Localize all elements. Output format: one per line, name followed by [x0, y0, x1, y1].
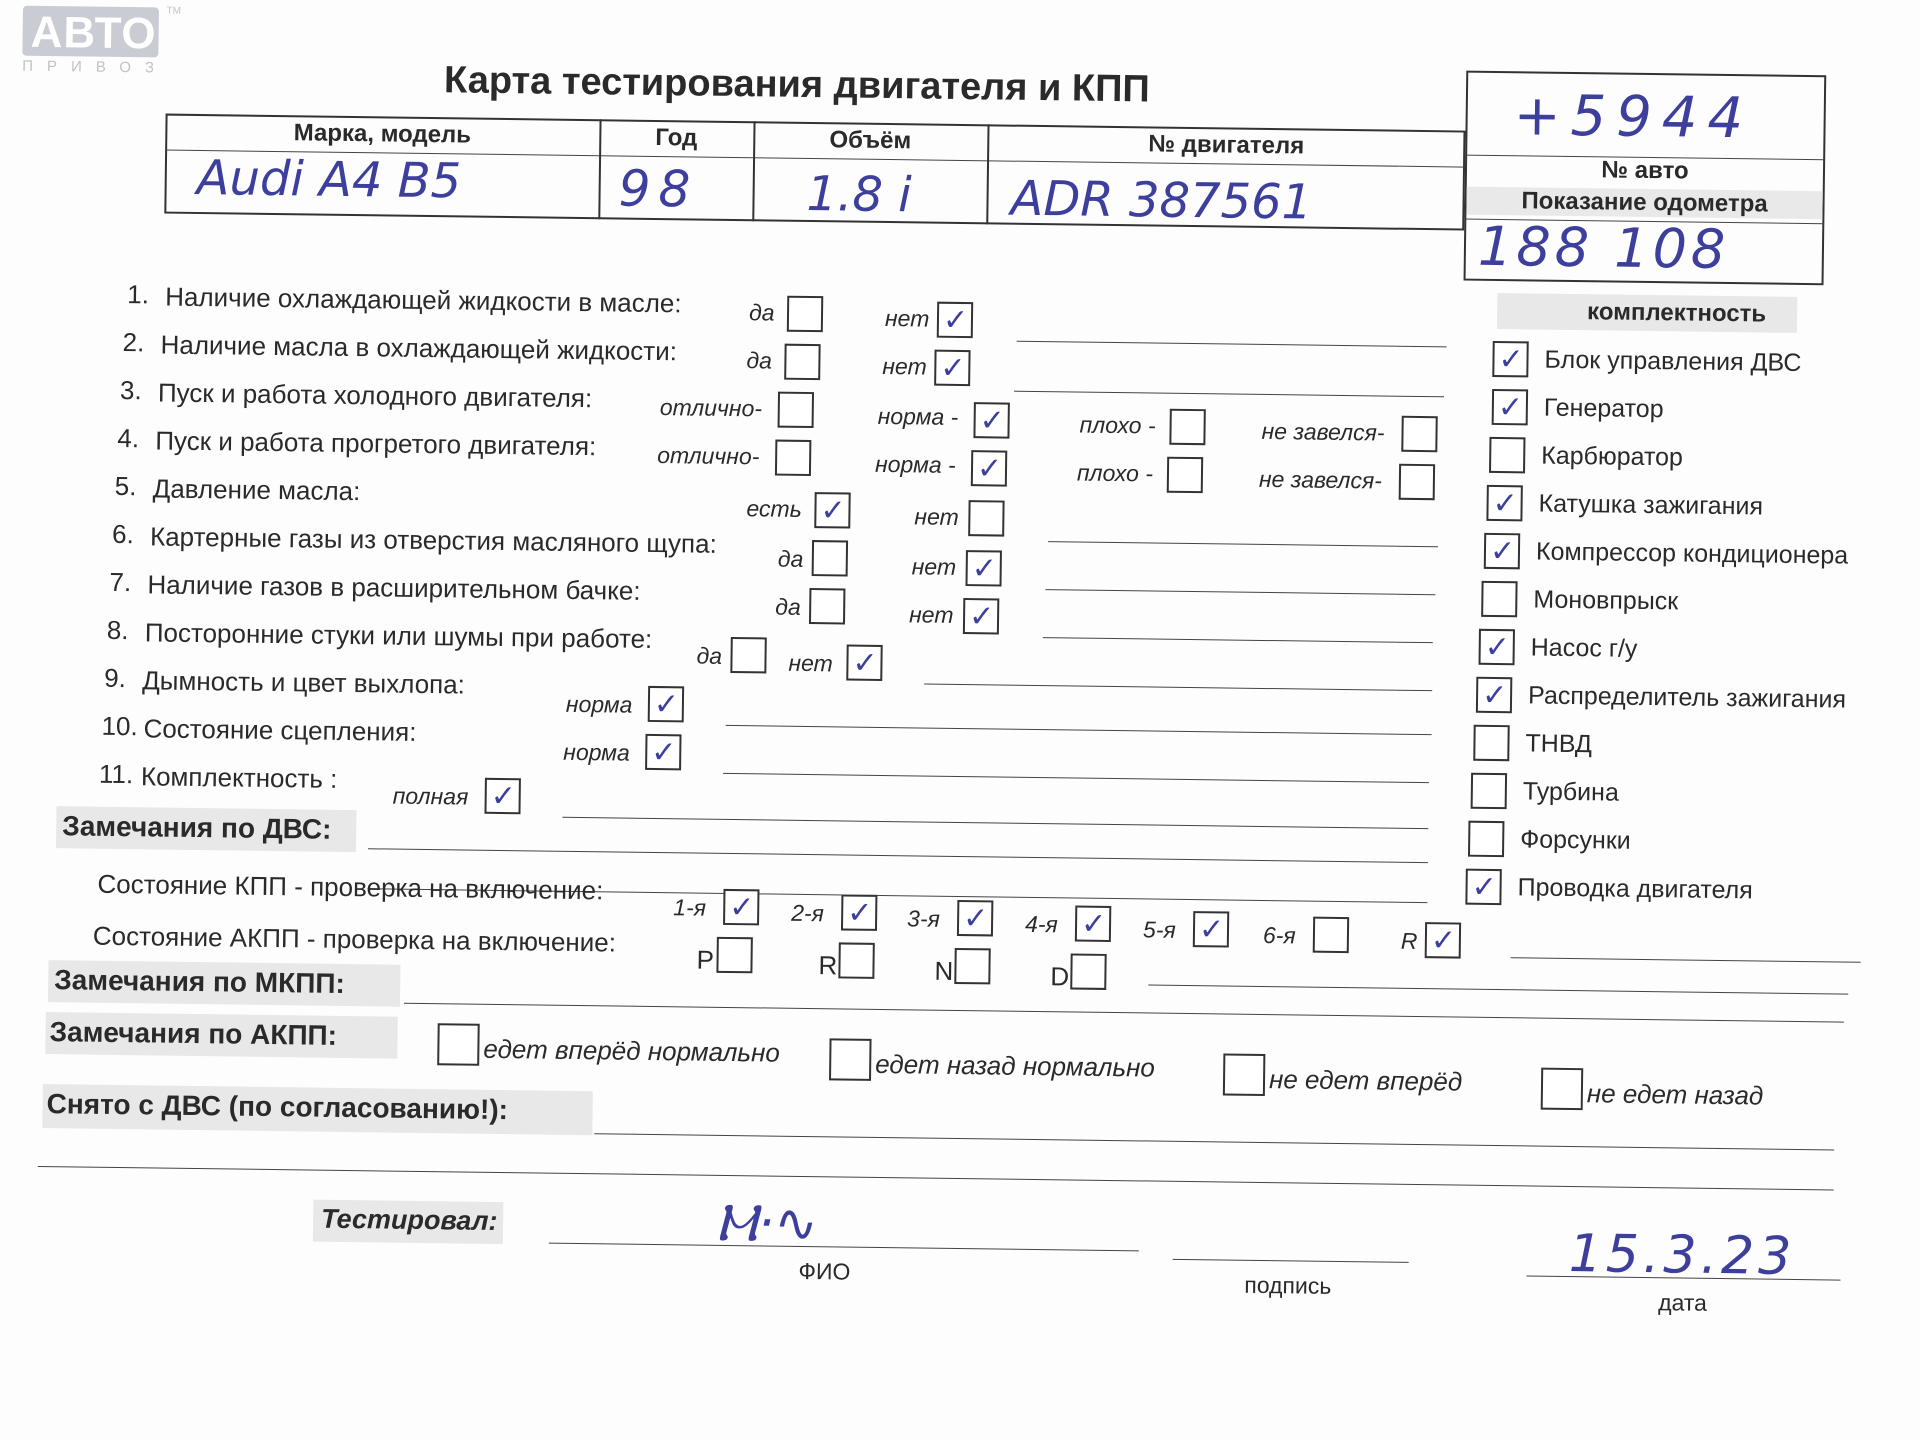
volume-value: 1.8 i [806, 165, 912, 224]
check-label: Пуск и работа холодного двигателя: [157, 377, 593, 414]
volume-label: Объём [829, 126, 912, 155]
odometer-value: 188 108 [1477, 214, 1730, 282]
checkbox-full[interactable] [484, 778, 520, 814]
akpp-backward-ok-checkbox[interactable] [829, 1038, 872, 1081]
checkbox-yes[interactable] [784, 344, 820, 380]
check-mark: ✓ [1489, 533, 1516, 570]
check-mark: ✓ [1471, 869, 1497, 906]
akpp-option-label: едет вперёд нормально [483, 1033, 781, 1068]
checkbox-no[interactable] [965, 550, 1001, 586]
option-label: нет [914, 503, 959, 530]
checkbox-normal[interactable] [645, 734, 681, 770]
gear-label: 2-я [791, 899, 825, 927]
gear-label: R [1400, 927, 1418, 955]
option-label: да [748, 299, 775, 326]
option-label: норма [563, 738, 630, 766]
option-label: норма - [874, 450, 956, 478]
check-label: Пуск и работа прогретого двигателя: [155, 425, 597, 462]
kit-checkbox[interactable] [1471, 773, 1507, 809]
gear-checkbox[interactable] [723, 889, 759, 925]
check-number: 4. [117, 422, 140, 454]
check-label: Наличие газов в расширительном бачке: [147, 569, 641, 606]
auto-number-value: +5944 [1513, 83, 1754, 152]
kit-checkbox[interactable] [1479, 629, 1515, 665]
check-mark: ✓ [971, 551, 998, 587]
check-mark: ✓ [490, 778, 517, 815]
option-label: да [777, 545, 804, 572]
check-number: 6. [111, 518, 134, 550]
check-mark: ✓ [1430, 923, 1457, 959]
check-mark: ✓ [729, 889, 755, 926]
gear-label: 3-я [906, 905, 941, 932]
akpp-notes-label: Замечания по АКПП: [49, 1016, 338, 1051]
gear-checkbox[interactable] [838, 942, 874, 978]
gear-label: 4-я [1024, 910, 1058, 938]
gear-checkbox[interactable] [1070, 953, 1106, 989]
option-label: отлично- [659, 394, 763, 422]
gear-label: P [696, 944, 715, 975]
removed-from-dvs-label: Снято с ДВС (по согласованию!): [46, 1088, 509, 1126]
option-label: норма [565, 690, 633, 718]
check-mark: ✓ [1198, 912, 1225, 948]
kit-item-label: Распределитель зажигания [1527, 681, 1847, 714]
odometer-label: Показание одометра [1466, 187, 1822, 220]
dvs-notes-label: Замечания по ДВС: [62, 810, 332, 845]
option-label: нет [884, 304, 930, 332]
checkbox-yes[interactable] [809, 588, 845, 624]
option-label: нет [788, 649, 833, 677]
kit-title: комплектность [1586, 298, 1767, 328]
checkbox-yes[interactable] [730, 637, 766, 673]
akpp-forward-ok-checkbox[interactable] [437, 1023, 480, 1066]
gear-checkbox[interactable] [954, 948, 990, 984]
check-label: Состояние сцепления: [143, 713, 417, 747]
logo-tm: TM [166, 5, 182, 17]
akpp-no-forward-checkbox[interactable] [1223, 1053, 1266, 1096]
option-label: плохо - [1076, 459, 1154, 487]
check-number: 9. [104, 662, 127, 694]
check-mark: ✓ [852, 645, 878, 681]
kit-checkbox[interactable] [1476, 677, 1512, 713]
page-title: Карта тестирования двигателя и КПП [443, 59, 1151, 111]
check-mark: ✓ [1080, 906, 1107, 942]
kit-checkbox[interactable] [1484, 533, 1520, 569]
check-number: 5. [114, 470, 137, 502]
gear-label: D [1050, 961, 1070, 992]
checkbox-bad[interactable] [1167, 457, 1203, 493]
option-label: нет [908, 601, 954, 628]
checkbox-no[interactable] [934, 350, 970, 386]
logo-subtitle: ПРИВОЗ [22, 57, 169, 77]
check-mark: ✓ [942, 302, 969, 339]
test-date-value: 15.3.23 [1568, 1224, 1796, 1287]
kit-checkbox[interactable] [1473, 725, 1509, 761]
checkbox-present[interactable] [814, 492, 850, 528]
mkpp-notes-label: Замечания по МКПП: [54, 964, 346, 999]
akpp-option-label: едет назад нормально [875, 1048, 1156, 1083]
checkbox-normal[interactable] [971, 450, 1007, 486]
check-mark: ✓ [1498, 342, 1524, 378]
checkbox-no[interactable] [937, 302, 973, 338]
kit-checkbox[interactable] [1492, 341, 1528, 377]
check-label: Наличие масла в охлаждающей жидкости: [160, 329, 678, 367]
tested-by-label: Тестировал: [320, 1203, 498, 1236]
gear-checkbox[interactable] [1425, 922, 1461, 958]
gear-checkbox[interactable] [957, 900, 993, 936]
kit-item-label: Генератор [1543, 393, 1664, 424]
tester-signature-handwritten: Ⲙ·∿ [714, 1192, 819, 1255]
kit-checkbox[interactable] [1468, 821, 1504, 857]
akpp-no-backward-checkbox[interactable] [1541, 1068, 1584, 1111]
checkbox-not-started[interactable] [1401, 416, 1437, 452]
kit-checkbox[interactable] [1465, 869, 1501, 905]
fio-caption: ФИО [798, 1257, 851, 1285]
akpp-label: Состояние АКПП - проверка на включение: [92, 920, 617, 958]
checkbox-bad[interactable] [1169, 409, 1205, 445]
kit-checkbox[interactable] [1489, 437, 1525, 473]
engine-number-label: № двигателя [1148, 130, 1305, 160]
gear-checkbox[interactable] [1193, 911, 1229, 947]
kit-item-label: Форсунки [1520, 825, 1631, 855]
option-label: плохо - [1079, 411, 1156, 439]
checkbox-yes[interactable] [787, 296, 823, 332]
checkbox-not-started[interactable] [1399, 464, 1435, 500]
gear-label: R [818, 950, 838, 981]
check-label: Давление масла: [152, 473, 361, 507]
check-label: Дымность и цвет выхлопа: [141, 665, 466, 700]
check-number: 2. [122, 327, 145, 358]
akpp-option-label: не едет назад [1586, 1078, 1764, 1111]
kit-item-label: Проводка двигателя [1517, 873, 1753, 905]
year-label: Год [655, 123, 698, 152]
option-label: полная [392, 782, 469, 810]
option-label: не завелся- [1261, 417, 1385, 446]
check-mark: ✓ [1481, 677, 1508, 714]
check-number: 11. [98, 758, 134, 790]
check-mark: ✓ [653, 686, 680, 723]
checkbox-normal[interactable] [648, 686, 684, 722]
check-label: Комплектность : [140, 761, 338, 794]
kit-checkbox[interactable] [1481, 581, 1517, 617]
option-label: не завелся- [1258, 465, 1383, 494]
check-mark: ✓ [1492, 485, 1518, 522]
check-mark: ✓ [651, 734, 677, 771]
brand-model-value: Audi A4 B5 [196, 149, 462, 210]
kit-item-label: ТНВД [1525, 729, 1593, 759]
kit-checkbox[interactable] [1486, 485, 1522, 521]
date-caption: дата [1658, 1289, 1708, 1316]
avtoprivoz-logo [22, 5, 182, 77]
gear-label: N [934, 955, 954, 986]
checkbox-normal[interactable] [973, 402, 1009, 438]
option-label: норма - [877, 402, 959, 430]
check-number: 10. [101, 710, 138, 742]
kit-item-label: Компрессор кондиционера [1535, 537, 1849, 570]
kit-item-label: Турбина [1522, 777, 1620, 807]
option-label: нет [911, 553, 957, 580]
kit-item-label: Моновпрыск [1533, 585, 1679, 616]
checkbox-no[interactable] [846, 645, 882, 681]
check-mark: ✓ [979, 403, 1006, 439]
kit-item-label: Насос г/у [1530, 633, 1638, 663]
check-mark: ✓ [1497, 390, 1524, 426]
gear-label: 1-я [673, 894, 707, 921]
akpp-option-label: не едет вперёд [1268, 1064, 1463, 1097]
checkbox-yes[interactable] [812, 540, 848, 576]
check-label: Посторонние стуки или шумы при работе: [144, 617, 653, 654]
check-mark: ✓ [940, 350, 966, 387]
brand-model-label: Марка, модель [293, 119, 472, 149]
kit-item-label: Катушка зажигания [1538, 489, 1764, 521]
check-number: 1. [127, 279, 150, 310]
gear-label: 6-я [1262, 921, 1296, 949]
gear-label: 5-я [1142, 916, 1176, 943]
kpp-label: Состояние КПП - проверка на включение: [97, 868, 604, 906]
kit-item-label: Блок управления ДВС [1544, 345, 1802, 377]
check-number: 8. [106, 614, 129, 646]
check-label: Наличие охлаждающей жидкости в масле: [165, 281, 682, 319]
check-mark: ✓ [846, 895, 873, 931]
check-number: 3. [119, 374, 142, 406]
engine-number-value: ADR 387561 [1010, 170, 1313, 231]
option-label: да [696, 642, 723, 669]
auto-number-label: № авто [1601, 156, 1689, 185]
option-label: есть [746, 495, 802, 522]
check-mark: ✓ [976, 451, 1003, 487]
logo-text: АВТО [30, 7, 157, 59]
check-mark: ✓ [820, 493, 846, 529]
signature-caption: подпись [1244, 1271, 1332, 1299]
gear-checkbox[interactable] [841, 894, 877, 930]
check-mark: ✓ [1484, 629, 1511, 666]
gear-checkbox[interactable] [1313, 917, 1349, 953]
option-label: нет [882, 352, 927, 380]
check-mark: ✓ [962, 901, 989, 937]
kit-item-label: Карбюратор [1541, 441, 1684, 472]
checkbox-excellent[interactable] [775, 440, 811, 476]
gear-checkbox[interactable] [716, 937, 752, 973]
check-mark: ✓ [968, 599, 995, 635]
checkbox-no[interactable] [963, 598, 999, 634]
option-label: да [775, 593, 801, 620]
checkbox-absent[interactable] [968, 500, 1004, 536]
kit-checkbox[interactable] [1492, 389, 1528, 425]
gear-checkbox[interactable] [1075, 906, 1111, 942]
check-label: Картерные газы из отверстия масляного щупа: [149, 521, 717, 559]
checkbox-excellent[interactable] [778, 392, 814, 428]
option-label: отлично- [657, 442, 760, 470]
option-label: да [746, 347, 773, 374]
check-number: 7. [109, 566, 132, 598]
year-value: 98 [618, 159, 699, 219]
